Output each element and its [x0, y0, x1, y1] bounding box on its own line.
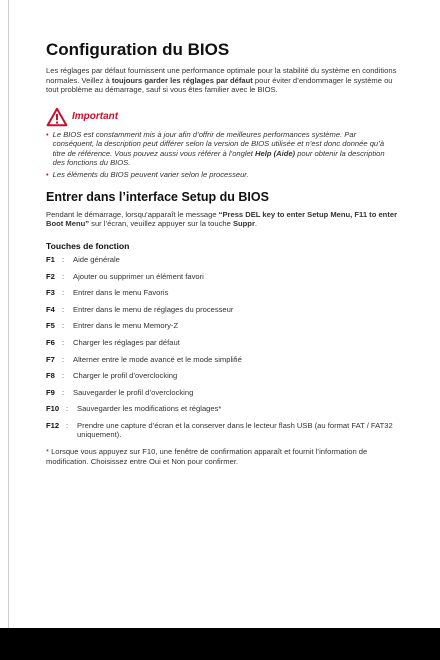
- key-description: Charger le profil d’overclocking: [73, 371, 178, 381]
- key-separator: :: [62, 271, 65, 281]
- key-description: Aide générale: [73, 255, 120, 264]
- setup-text-3: .: [254, 219, 258, 229]
- document-page: [46, 40, 398, 466]
- function-key-row: [46, 288, 398, 297]
- key-separator: :: [62, 255, 65, 264]
- function-key-row: [46, 355, 398, 364]
- function-key-row: [46, 305, 398, 314]
- setup-section-title: Entrer dans l’interface Setup du BIOS: [46, 189, 269, 204]
- bullet-icon: •: [46, 170, 49, 180]
- function-key-row: [46, 371, 398, 380]
- function-key-list: [46, 255, 398, 440]
- key-separator: :: [62, 387, 65, 397]
- key-name: F3: [46, 288, 55, 298]
- key-separator: :: [62, 354, 65, 364]
- key-separator: :: [62, 371, 65, 381]
- important-title: Important: [72, 111, 119, 123]
- key-name: F2: [46, 271, 55, 281]
- key-separator: :: [66, 420, 69, 430]
- key-description: Alterner entre le mode avancé et le mode simplifié: [73, 354, 242, 364]
- function-key-row: [46, 404, 398, 413]
- key-name: F8: [46, 371, 55, 381]
- key-description: Charger les réglages par défaut: [73, 337, 180, 347]
- key-name: F6: [46, 337, 55, 347]
- key-separator: :: [62, 321, 65, 331]
- setup-bold-2: Suppr: [232, 219, 255, 229]
- key-description: Entrer dans le menu Memory-Z: [73, 321, 179, 331]
- key-description: Sauvegarder les modifications et réglages*: [77, 404, 222, 414]
- important-notes: [46, 130, 398, 180]
- setup-bold-1: “Press DEL key to enter Setup Menu, F11 to enter Boot Menu”: [46, 209, 398, 229]
- bullet-icon: •: [46, 129, 49, 139]
- page-left-border: [8, 0, 9, 628]
- key-name: F7: [46, 354, 55, 364]
- note-1-text-2: pour obtenir la description des fonctions du BIOS.: [52, 148, 385, 167]
- important-header: [46, 107, 398, 127]
- intro-bold: toujours garder les réglages par défaut: [111, 75, 253, 85]
- bottom-black-bar: [0, 628, 440, 660]
- key-name: F1: [46, 255, 55, 264]
- key-name: F10: [46, 404, 60, 414]
- setup-text-1: Pendant le démarrage, lorsqu’apparaît le message: [46, 209, 219, 219]
- intro-paragraph: [46, 66, 398, 95]
- function-key-row: [46, 338, 398, 347]
- function-key-row: [46, 321, 398, 330]
- function-key-row: [46, 421, 398, 440]
- key-description: Ajouter ou supprimer un élément favori: [73, 271, 204, 281]
- key-name: F12: [46, 420, 60, 430]
- function-keys-title: Touches de fonction: [46, 241, 130, 251]
- warning-triangle-icon: [46, 107, 68, 127]
- key-description: Entrer dans le menu de réglages du processeur: [73, 304, 234, 314]
- function-key-row: [46, 388, 398, 397]
- intro-text-2: pour éviter d’endommager le système ou tout problème au démarrage, sauf si vous êtes familier avec le BIOS.: [46, 75, 393, 95]
- note-item: [46, 170, 398, 179]
- key-separator: :: [62, 288, 65, 298]
- key-description: Entrer dans le menu Favoris: [73, 288, 169, 298]
- key-name: F4: [46, 304, 55, 314]
- key-name: F5: [46, 321, 55, 331]
- page-title: Configuration du BIOS: [46, 40, 230, 59]
- note-1-bold: Help (Aide): [255, 148, 296, 158]
- note-1-text-1: Le BIOS est constamment mis à jour afin d’offrir de meilleures performances système. Par conséquent, la description peut différer selon la version de BIOS utilisée et n’est donc donnée qu’à titre de référence. Vous pouvez aussi vous référer à l’onglet: [52, 129, 385, 158]
- note-item: [46, 130, 398, 168]
- footnote: * Lorsque vous appuyez sur F10, une fenêtre de confirmation apparaît et fournit l’information de modification. Choisissez entre Oui et Non pour confirmer.: [46, 446, 368, 466]
- key-separator: :: [66, 404, 69, 414]
- function-key-row: [46, 255, 398, 264]
- note-2-text: Les éléments du BIOS peuvent varier selon le processeur.: [52, 170, 249, 180]
- setup-paragraph: [46, 210, 398, 229]
- key-description: Prendre une capture d’écran et la conserver dans le lecteur flash USB (au format FAT / FAT32 uniquement).: [77, 420, 393, 440]
- intro-text-1: Les réglages par défaut fournissent une performance optimale pour la stabilité du système en conditions normales. Veillez à: [46, 66, 397, 85]
- setup-text-2: sur l’écran, veuillez appuyer sur la touche: [89, 219, 233, 229]
- key-name: F9: [46, 387, 55, 397]
- key-separator: :: [62, 337, 65, 347]
- note-text: [53, 130, 398, 168]
- key-description: Sauvegarder le profil d’overclocking: [73, 387, 194, 397]
- function-key-row: [46, 272, 398, 281]
- key-separator: :: [62, 304, 65, 314]
